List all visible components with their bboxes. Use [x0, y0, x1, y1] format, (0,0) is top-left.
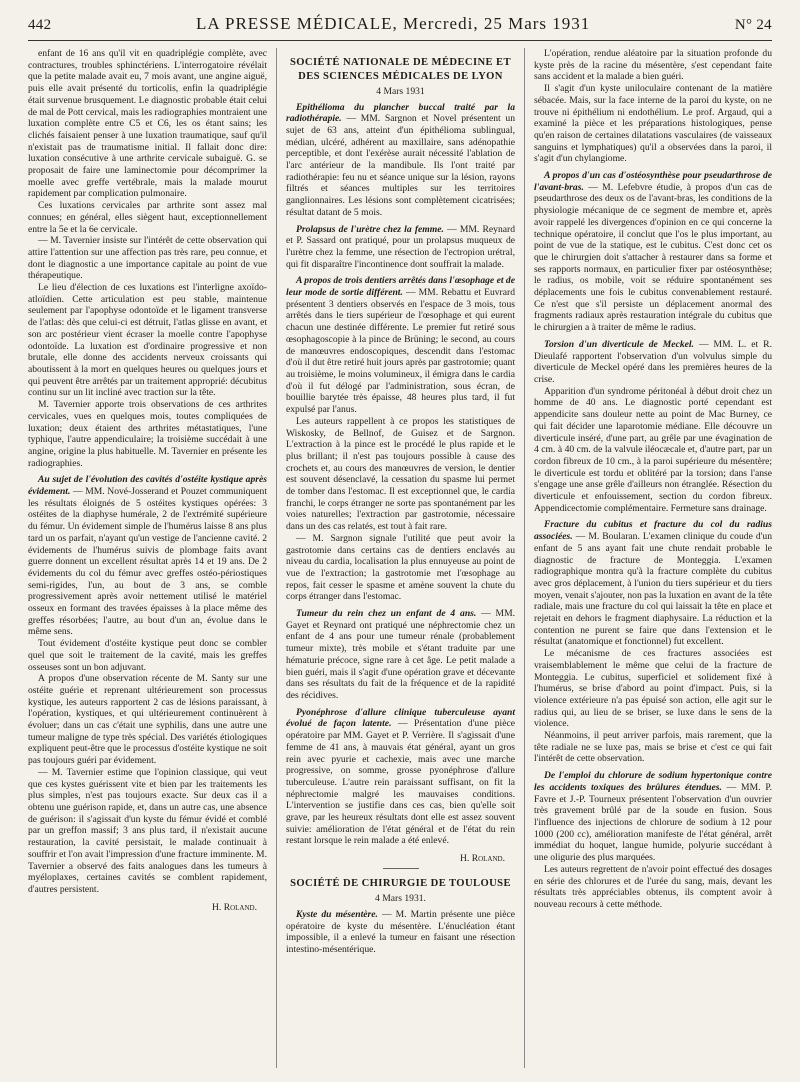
- article-heading: A propos d'un cas d'ostéosynthèse pour pseudarthrose de l'avant-bras.: [534, 170, 772, 193]
- column-2: [276, 48, 524, 1068]
- article-body: — M. Martin présente une pièce opératoire de kyste du mésentère. L'énucléation étant impossible, il a enlevé la tumeur en faisant une résection intestino-mésentérique.: [286, 908, 515, 955]
- session-date: 4 Mars 1931.: [375, 892, 426, 904]
- article-heading: Epithélioma du plancher buccal traité par la radiothérapie.: [286, 101, 515, 125]
- article-entry: [286, 275, 515, 415]
- author-signature: H. Roland.: [211, 901, 257, 913]
- session-date: 4 Mars 1931: [376, 85, 425, 97]
- article-entry: [286, 224, 515, 271]
- article-entry: [28, 474, 267, 638]
- paragraph: Les auteurs regrettent de n'avoir point effectué des dosages en série des chlorures et de l'urée du sang, mais, devant les résultats très appréciables obtenus, ils comptent avoir à nouveau recours à cette méthode.: [534, 863, 772, 910]
- paragraph: Le lieu d'élection de ces luxations est l'interligne axoïdo-atloïdien. Cette articulation est peu stable, maintenue seulement par l'apophyse odontoïde et le ligament transverse de l'atlas: dès que celui-ci est détruit, l'atlas glisse en avant, et son arc postérieur vient écraser la moelle contre l'apophyse odontoïde. La luxation est d'ordinaire progressive et non brutale, elle donne des accidents nerveux croissants qui aboutissent à la mort en quelques heures ou quelques jours et qui peuvent être arrêtés par un traitement approprié: décubitus continu sur un lit incliné avec traction sur la tête.: [28, 282, 267, 399]
- paragraph: M. Tavernier apporte trois observations de ces arthrites cervicales, vues en quelques mois, toutes compliquées de luxation; deux étaient des arthrites métastatiques, l'une typhique, l'autre appendiculaire; la troisième succédait à une angine, origine la plus habituelle. M. Tavernier en présente les radiographies.: [28, 399, 267, 469]
- society-title: SOCIÉTÉ NATIONALE DE MÉDECINE ET DES SCIENCES MÉDICALES DE LYON: [290, 57, 511, 82]
- article-heading: Pyonéphrose d'allure clinique tuberculeuse ayant évolué de façon latente.: [286, 706, 515, 730]
- author-signature: H. Roland.: [459, 853, 505, 865]
- paragraph: A propos d'une observation récente de M. Santy sur une ostéite guérie et reprenant ultérieurement son processus kystique, les auteurs rapportent 2 cas de lésions paraissant, à l'opération, kystiques, et qui ultérieurement continuèrent à évoluer; dans un cas c'était une syphilis, dans une autre une tumeur maligne de type très spécial. Des variétés étiologiques expliquent peut-être que le processus d'ostéite kystique ne soit pas toujours guéri par évidement.: [28, 673, 267, 767]
- issue-number: N° 24: [734, 17, 772, 33]
- paragraph: Apparition d'un syndrome péritonéal à début droit chez un homme de 40 ans. Le diagnostic porté cependant est appendicite sans douleur nette au point de Mac Burney, ce qui fait décider une laparotomie médiane. Elle découvre un diverticule inséré, d'une part, au grêle par une évagination de 4 cm. à 40 cm. de la valvule iléocæcale et, d'autre part, par un cordon fibreux de 10 cm., à la paroi supérieure du mésentère; le diverticule est tordu et oblitéré par la torsion; dans l'anse s'engage une anse grêle d'ailleurs non étranglée. Résection du diverticule et enfouissement, section du cordon fibreux. Appendicectomie complémentaire. Fermeture sans drainage.: [534, 385, 772, 514]
- paragraph: enfant de 16 ans qu'il vit en quadriplégie complète, avec contractures, troubles sphinctériens. L'interrogatoire révélait que la petite malade avait eu, 7 mois avant, une angine aiguë, puis elle avait présenté du torticolis, enfin la quadriplégie était survenue brusquement. Le diagnostic probable était celui de mal de Pott cervical, mais les radiographies montraient une luxation complète entre C5 et C6, les os étant sains; les clichés faisaient penser à une luxation traumatique, sauf qu'il n'existait pas de traumatisme initial. Il fallait donc dire: luxation consécutive à une arthrite cervicale subaiguë. G. se proposait de faire une laminectomie pour décomprimer la moelle avec greffe vertébrale, mais la malade mourut rapidement par complication pulmonaire.: [28, 48, 267, 200]
- article-heading: Au sujet de l'évolution des cavités d'ostéite kystique après évidement.: [28, 474, 267, 498]
- article-entry: [534, 170, 772, 334]
- paragraph: Le mécanisme de ces fractures associées est vraisemblablement le même que celui de la fracture de Monteggia. Le cubitus, superficiel et solidement fixé à l'humérus, se brise d'abord au point d'impact. Puis, si la violence extérieure n'a pas épuisé son action, elle agit sur le radius qui, au lieu de se briser, se luxe dans le sens de la violence.: [534, 648, 772, 730]
- article-entry: [534, 339, 772, 386]
- article-body: — MM. L. et R. Dieulafé rapportent l'observation d'un volvulus simple du diverticule de Meckel opéré dans les premières heures de la crise.: [534, 338, 772, 385]
- article-heading: Torsion d'un diverticule de Meckel.: [544, 338, 694, 350]
- article-entry: [534, 519, 772, 648]
- page-header: [28, 14, 772, 36]
- article-heading: A propos de trois dentiers arrêtés dans l'œsophage et de leur mode de sortie différent.: [286, 275, 515, 299]
- article-heading: De l'emploi du chlorure de sodium hypertonique contre les accidents toxiques des brûlures étendues.: [534, 770, 772, 793]
- paragraph: — M. Tavernier insiste sur l'intérêt de cette observation qui attire l'attention sur une affection pas très rare, peu connue, et dont le diagnostic a une importance capitale au point de vue thérapeutique.: [28, 235, 267, 282]
- article-entry: [534, 770, 772, 864]
- paragraph: L'opération, rendue aléatoire par la situation profonde du kyste près de la racine du mésentère, s'est cependant faite sans accident et la malade a bien guéri.: [534, 48, 772, 83]
- paragraph: Les auteurs rappellent à ce propos les statistiques de Wiskosky, de Bellnof, de Guisez et de Sargnon. L'extraction à la pince est le procédé le plus rapide et le plus brillant; il n'est pas toujours possible à cause des crochets et, au cours des manœuvres de version, le dentier est souvent désenclavé, la cessation du spasme lui permet de tomber dans l'estomac. Il est exceptionnel que, le cardia franchi, le corps étranger ne sorte pas spontanément par les voies naturelles; l'extraction par gastrotomie, nécessaire dans un des cas relatés, est tout à fait rare.: [286, 415, 515, 533]
- article-heading: Tumeur du rein chez un enfant de 4 ans.: [296, 608, 477, 620]
- paragraph: — M. Sargnon signale l'utilité que peut avoir la gastrotomie dans certains cas de dentiers enclavés au niveau du cardia, localisation la plus ennuyeuse au point de vue de l'extraction; la gastrotomie met l'œsophage au repos, fait cesser le spasme et amène souvent la chute du corps étranger dans l'estomac.: [286, 532, 515, 603]
- article-heading: Prolapsus de l'urètre chez la femme.: [296, 223, 444, 235]
- article-body: — MM. Nové-Josserand et Pouzet communiquent les résultats éloignés de 5 ostéites kystiques opérées: 3 ostéites de la diaphyse humérale, 2 de l'extrémité supérieure du fémur. Un évidement simple de l'humérus laisse 8 ans plus tard un os parfait, n'ayant qu'un vestige de l'ancienne cavité. 2 évidements de l'humérus suivis de plombage faits avant guerre donnent un excellent résultat après 14 et 19 ans. De 2 évidements du col du fémur avec greffes ostéo-périostiques semi-rigides, l'un, au bout de 3 ans, se comble progressivement après avoir nettement utilisé le matériel osseux en formant des travées épaisses à la place même des greffes résorbées; l'autre, au bout d'un an, évolue dans le même sens.: [28, 486, 267, 638]
- article-heading: Kyste du mésentère.: [296, 908, 378, 920]
- article-entry: [286, 909, 515, 956]
- article-body: — MM. Rebattu et Euvrard présentent 3 dentiers observés en l'espace de 3 mois, tous arrêtés dans le tiers supérieur de l'œsophage et qui eurent chacun une destinée différente. Le premier fut retiré sous œsophagoscopie à la pince de Brüning; le second, au cours de manœuvres endoscopiques, descendit dans l'estomac d'où il dut être retiré huit jours après par gastrotomie; quant au troisième, le moins volumineux, il émigra dans le cardia d'où il fut délogé par l'administration, sous écran, de bouillie barytée très épaisse, 48 heures plus tard, il fut expulsé par l'anus.: [286, 287, 516, 416]
- paragraph: Ces luxations cervicales par arthrite sont assez mal connues; en général, elles siègent haut, exceptionnellement entre la 5e et la 6e cervicale.: [28, 200, 267, 235]
- article-body: — Présentation d'une pièce opératoire par MM. Gayet et P. Verrière. Il s'agissait d'une femme de 41 ans, à mauvais état général, ayant un gros rein avec pyurie et cachexie, mais avec une marche progressive, on somme, grosse pyonéphrose d'allure tuberculeuse. L'autre rein paraissant suffisant, on fit la néphrectomie malgré les mauvaises conditions. L'intervention se justifie dans ces cas, bien qu'elle soit grave, par les heureux résultats dont elle est assez souvent suivie: amélioration de l'état général et de l'état du rein restant lorsque le rein malade a été enlevé.: [286, 718, 515, 847]
- paragraph: — M. Tavernier estime que l'opinion classique, qui veut que ces kystes guérissent vite et bien par les traitements les plus simples, n'est pas toujours exacte. Sur deux cas il a obtenu une guérison rapide, et, dans un autre cas, une absence de guérison: il s'agissait d'un kyste du fémur évidé et comblé par un greffon massif; 3 ans plus tard, il n'existait aucune restauration, la cavité persistait, le malade continuait à souffrir et l'on avait l'impression d'une fracture imminente. M. Tavernier a observé des faits analogues dans les tumeurs à myéloplaxes, certaines cavités se comblent rapidement, d'autres persistent.: [28, 766, 267, 895]
- article-body: — M. Lefebvre étudie, à propos d'un cas de pseudarthrose des deux os de l'avant-bras, les conditions de la physiologie mécanique de ce segment de membre et, après avoir rappelé les divergences d'opinion en ce qui concerne la technique opératoire, il conclut que l'os le plus important, au point de vue de la statique, est le cubitus. C'est donc cet os que le chirurgien doit s'attacher à restaurer dans sa forme et ses rapports normaux, en particulier fixer par ostéosynthèse; le radius, os mobile, voit se réduire spontanément ses déplacements une fois le cubitus convenablement restauré. Ce n'est que s'il persiste un déplacement anormal des fragments radiaux après restauration intégrale du cubitus que le chirurgien a à traiter de même le radius.: [534, 181, 772, 334]
- article-entry: [286, 102, 515, 219]
- paragraph: Tout évidement d'ostéite kystique peut donc se combler quel que soit le traitement de la cavité, mais les greffes osseuses sont un bon adjuvant.: [28, 638, 267, 673]
- article-body: — MM. Sargnon et Novel présentent un sujet de 63 ans, atteint d'un épithélioma sublingual, médian, ulcéré, adhérent au maxillaire, sans adénopathie perceptible, et dont l'exérèse aurait nécessité l'ablation de l'arc antérieur de la mandibule. Ils l'ont traité par radiothérapie: feu nu et séance unique sur la lésion, rayons filtrés et séances multiples sur les territoires ganglionnaires. Les lésions sont complètement cicatrisées; résultat datant de 5 mois.: [286, 113, 515, 218]
- article-columns: [28, 48, 772, 1068]
- journal-title: LA PRESSE MÉDICALE, Mercredi, 25 Mars 1931: [196, 14, 591, 33]
- article-entry: [286, 707, 515, 847]
- society-title: SOCIÉTÉ DE CHIRURGIE DE TOULOUSE: [290, 878, 511, 890]
- paragraph: Il s'agit d'un kyste uniloculaire contenant de la matière sébacée. Mais, sur la face interne de la paroi du kyste, on ne trouve ni épithélium ni endothélium. Le prof. Argaud, qui a examiné la pièce et les préparations histologiques, pense qu'en raison de certaines dilatations vasculaires (de vaisseaux sanguins et lymphatiques) qu'il a observées dans la paroi, il s'agit d'un chylangiome.: [534, 83, 772, 165]
- paragraph: Néanmoins, il peut arriver parfois, mais rarement, que la tête radiale ne se luxe pas, mais se brise et c'est ce qui fait l'intérêt de cette observation.: [534, 730, 772, 765]
- article-body: — MM. Gayet et Reynard ont pratiqué une néphrectomie chez un enfant de 4 ans pour une tumeur rénale (probablement tumeur mixte), très mobile et s'étant traduite par une hématurie précoce, signe rare à cet âge. Le petit malade a bien guéri, mais il s'agit d'une opération grave et décevante dans ses résultats du fait de la fréquence et de la rapidité des récidives.: [286, 608, 515, 701]
- article-body: — M. Boularan. L'examen clinique du coude d'un enfant de 5 ans ayant fait une chute rendait probable le diagnostic de fracture de Monteggia. L'examen radiographique montra qu'à la fracture complète du cubitus avec gros déplacement, à l'union du tiers supérieur et du tiers moyen, venait s'ajouter, non pas la luxation en avant de la tête radiale, mais une fracture du col qui laissait la tête en place et rejetait en dehors le fragment diaphysaire. La réduction et la contention ne purent se faire que dans l'extension et le résultat (anatomique et fonctionnel) fut excellent.: [534, 531, 772, 648]
- column-3: [524, 48, 772, 1068]
- article-entry: [286, 608, 515, 702]
- section-divider: [383, 868, 419, 869]
- column-1: [28, 48, 276, 1068]
- article-heading: Fracture du cubitus et fracture du col du radius associées.: [534, 519, 772, 543]
- header-rule: [28, 40, 772, 41]
- article-body: — MM. P. Favre et J.-P. Tourneux présentent l'observation d'un ouvrier très gravement brûlé par de la soude en fusion. Sous l'influence des injections de chlorure de sodium à 12 pour 1000 (200 cc), amélioration manifeste de l'état général, arrêt immédiat du hoquet, langue humide, polyurie succédant à une oligurie des plus marquées.: [534, 781, 772, 864]
- page-number: 442: [28, 17, 52, 33]
- article-body: — MM. Reynard et P. Sassard ont pratiqué, pour un prolapsus muqueux de l'urètre chez la femme, une résection de l'ectropion urétral, qui fit disparaître l'incontinence dont souffrait la malade.: [286, 223, 515, 270]
